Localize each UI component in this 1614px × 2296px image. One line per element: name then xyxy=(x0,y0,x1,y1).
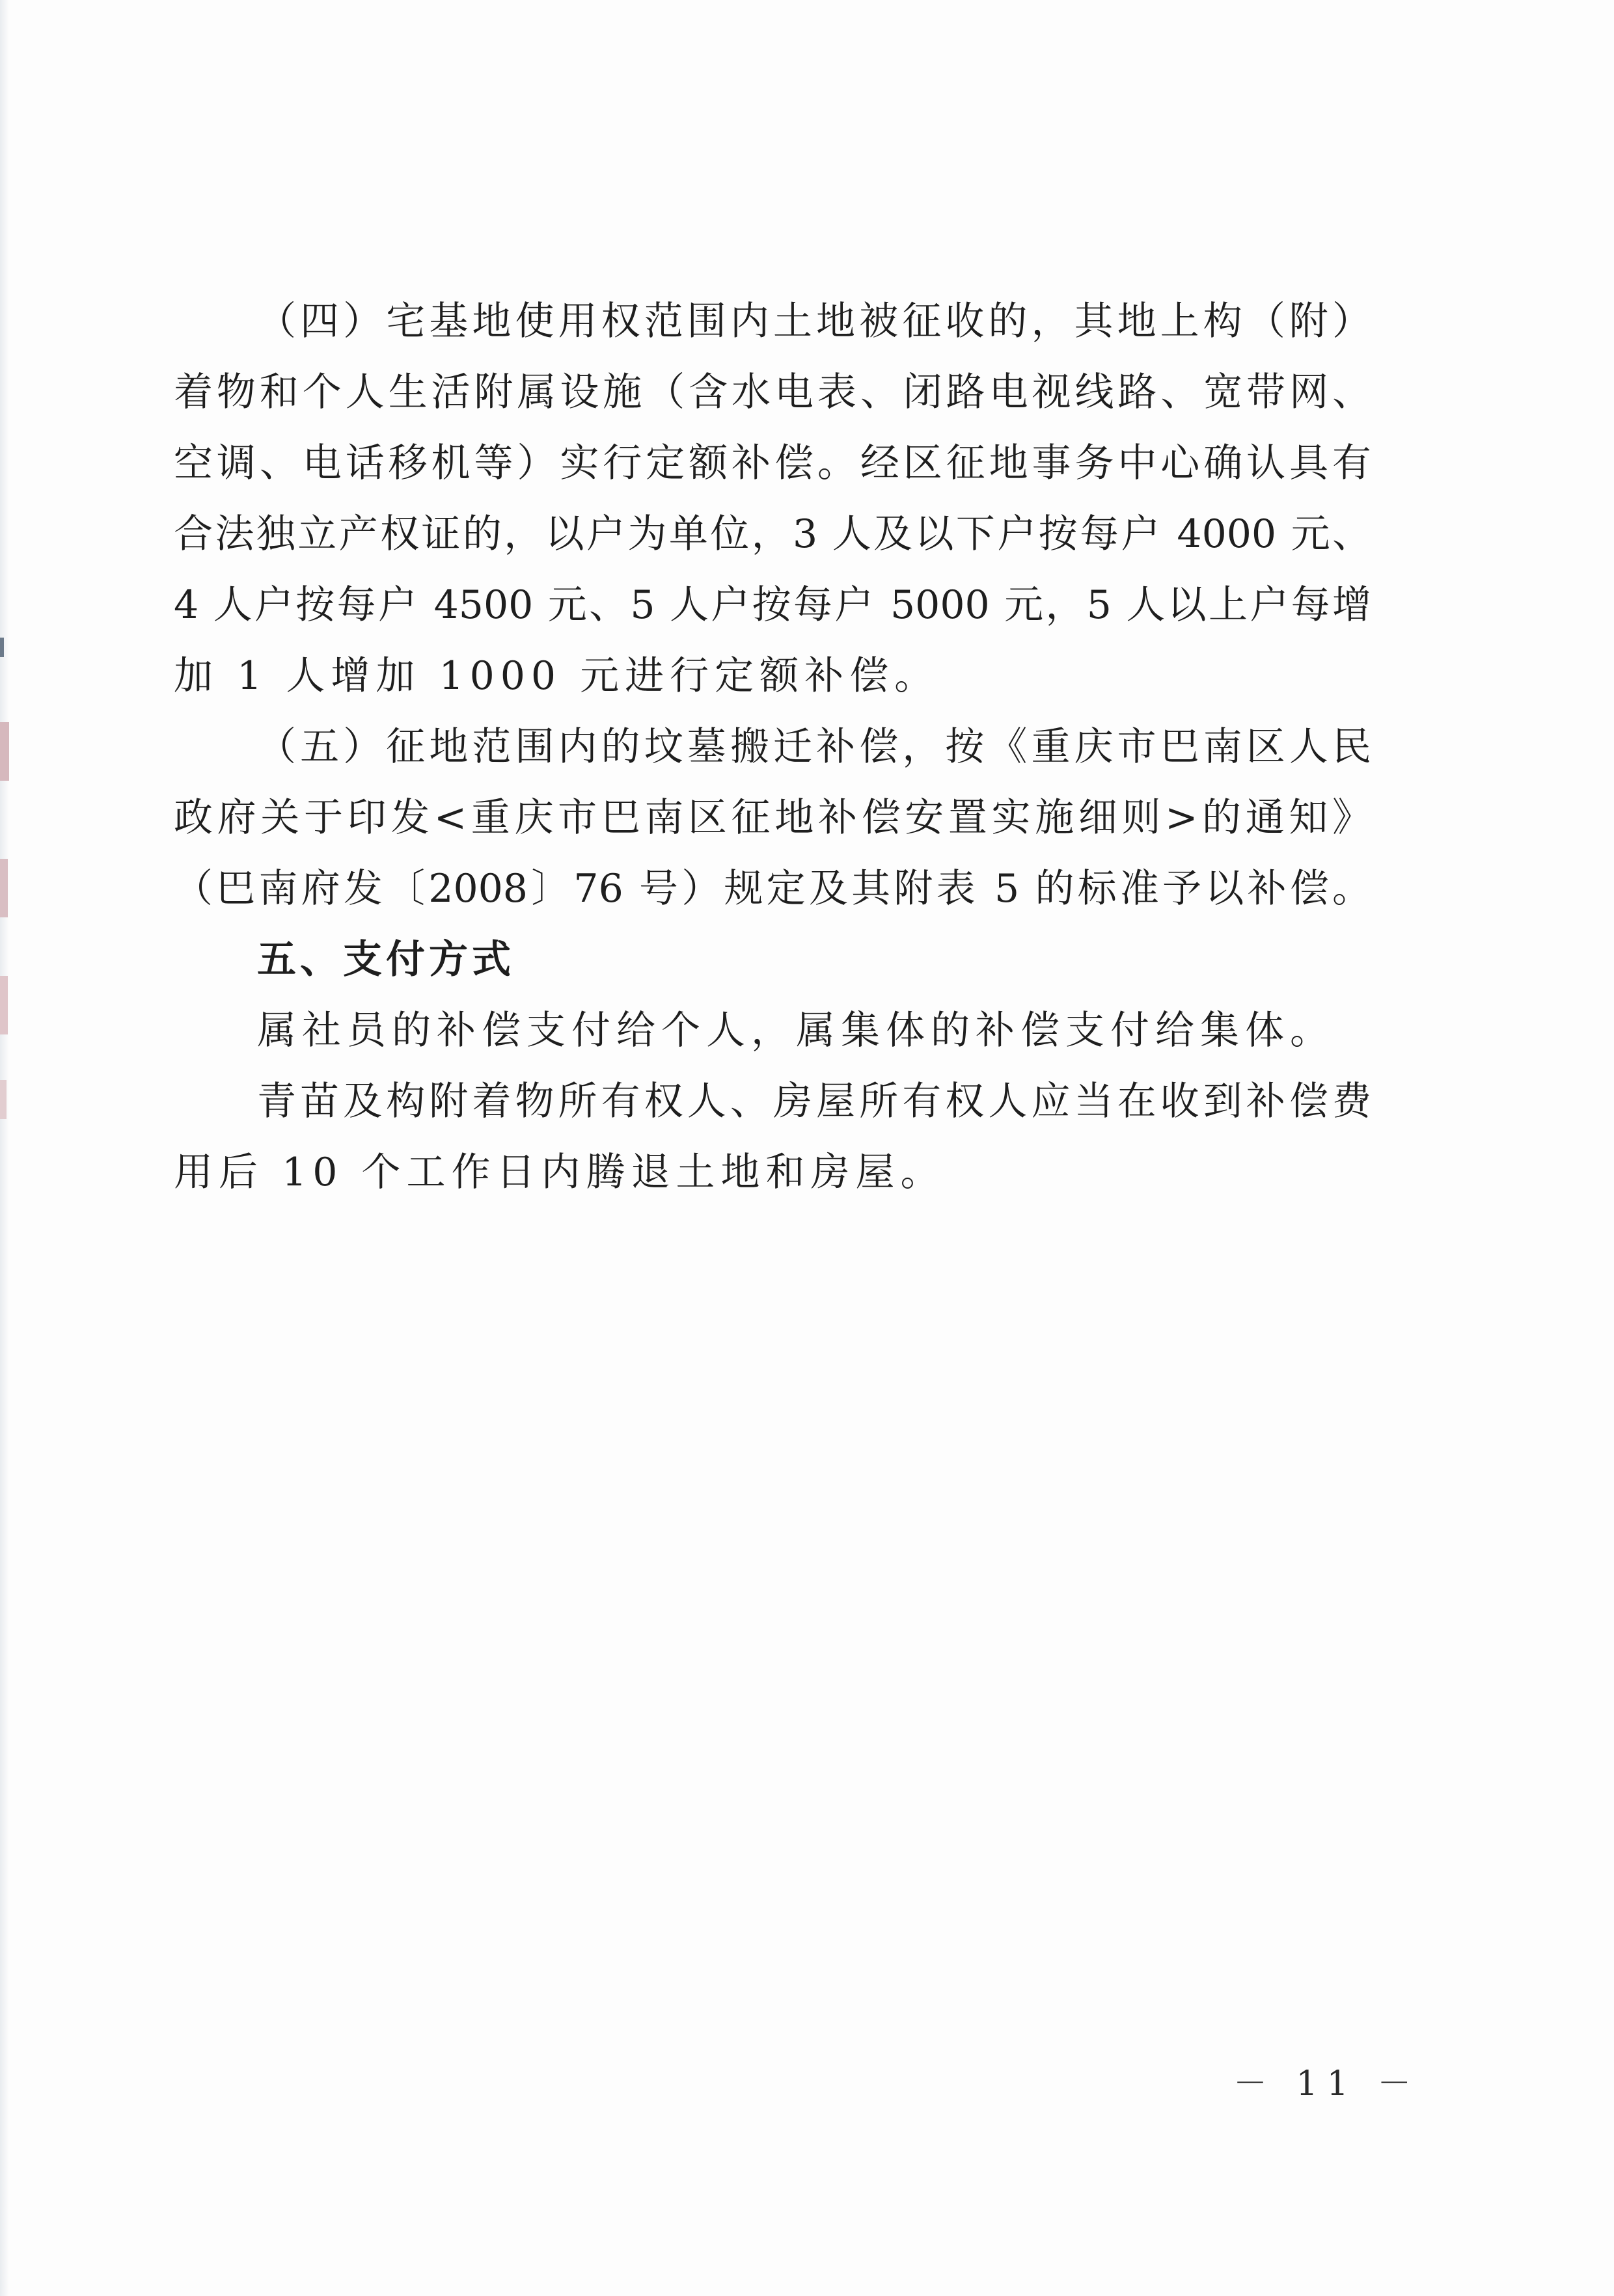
scan-edge xyxy=(0,0,9,2296)
paragraph-line: 空调、电话移机等）实行定额补偿。经区征地事务中心确认具有 xyxy=(174,440,1371,486)
paragraph-line: （五）征地范围内的坟墓搬迁补偿，按《重庆市巴南区人民 xyxy=(257,724,1371,770)
scan-mark xyxy=(0,722,9,781)
scan-mark xyxy=(0,1080,7,1119)
paragraph-line: （巴南府发〔2008〕76 号）规定及其附表 5 的标准予以补偿。 xyxy=(174,866,1371,912)
section-heading: 五、支付方式 xyxy=(257,937,515,982)
paragraph-line: 加 1 人增加 1000 元进行定额补偿。 xyxy=(174,653,940,699)
scan-mark xyxy=(0,859,8,917)
body-text xyxy=(174,286,1371,1208)
paragraph-line: （四）宅基地使用权范围内土地被征收的，其地上构（附） xyxy=(257,299,1371,344)
page-number: － 11 － xyxy=(1233,2064,1421,2103)
paragraph-line: 用后 10 个工作日内腾退土地和房屋。 xyxy=(174,1150,946,1195)
scan-mark xyxy=(0,976,8,1034)
paragraph-line: 合法独立产权证的，以户为单位，3 人及以下户按每户 4000 元、 xyxy=(174,511,1371,557)
paragraph-line: 着物和个人生活附属设施（含水电表、闭路电视线路、宽带网、 xyxy=(174,370,1371,415)
paragraph-line: 青苗及构附着物所有权人、房屋所有权人应当在收到补偿费 xyxy=(257,1079,1371,1124)
paragraph-line: 属社员的补偿支付给个人，属集体的补偿支付给集体。 xyxy=(257,1008,1335,1053)
paragraph-line: 4 人户按每户 4500 元、5 人户按每户 5000 元，5 人以上户每增 xyxy=(174,582,1371,628)
scan-mark xyxy=(0,638,4,657)
paragraph-line: 政府关于印发<重庆市巴南区征地补偿安置实施细则>的通知》 xyxy=(174,795,1371,841)
